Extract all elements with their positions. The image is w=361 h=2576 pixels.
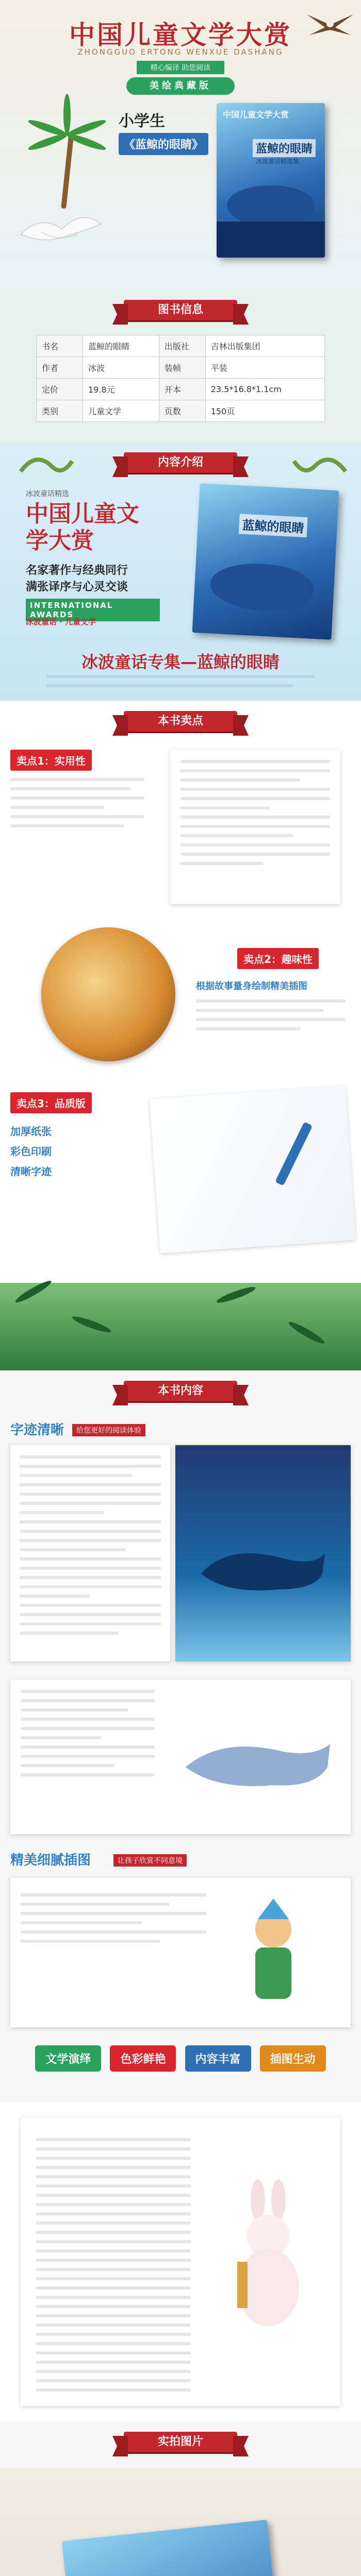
series-pinyin: ZHONGGUO ERTONG WENXUE DASHANG (77, 47, 284, 57)
point2-desc: 根据故事量身绘制精美插图 (196, 981, 307, 992)
book-info-section (0, 289, 361, 443)
slogan-2: 满张译序与心灵交谈 (26, 581, 128, 594)
feature-pill: 插图生动 (260, 2045, 326, 2072)
photos-section (0, 2421, 361, 2576)
point1-text (10, 778, 144, 834)
table-cell: 蓝鲸的眼睛 (83, 335, 159, 357)
intro-text-block (46, 675, 315, 693)
edition-badge (126, 77, 235, 95)
table-row (37, 335, 325, 357)
table-row (37, 357, 325, 379)
info-banner: 图书信息 (124, 300, 237, 320)
table-cell: 平装 (205, 357, 324, 379)
feature-pills (0, 2045, 361, 2072)
table-cell: 儿童文学 (83, 400, 159, 422)
series-title: 中国儿童文学大赏 (69, 20, 292, 50)
cover-author: 冰波童话精选集 (256, 158, 300, 165)
point3-lines (10, 1123, 139, 1178)
cover-title: 蓝鲸的眼睛 (253, 139, 316, 157)
subtitle-line: 精心编译 助您阅读 (137, 61, 224, 74)
photos-banner: 实拍图片 (124, 2432, 237, 2452)
point3-label: 卖点3：品质版 (10, 1092, 92, 1113)
dragon-icon (289, 446, 351, 482)
palm-tree-icon (36, 111, 98, 214)
book-title-tag: 《蓝鲸的眼睛》 (119, 133, 208, 155)
grade-label: 小学生 (119, 112, 165, 130)
book-cover (217, 103, 325, 258)
feature-pill: 文学演绎 (35, 2045, 101, 2072)
whale-icon (196, 1538, 330, 1600)
story-page (10, 1680, 351, 1834)
point3-line: 清晰字迹 (10, 1165, 52, 1178)
cover-title: 蓝鲸的眼睛 (239, 514, 308, 537)
content-banner: 本书内容 (124, 1381, 237, 1401)
illustration-circle (41, 927, 175, 1061)
table-cell: 类别 (37, 400, 83, 422)
slogan-1: 名家著作与经典同行 (26, 564, 128, 577)
table-row (37, 400, 325, 422)
illus-note: 让孩子欣赏不同意境 (113, 1854, 187, 1867)
point3-line: 加厚纸张 (10, 1125, 52, 1138)
badge-text: 美绘典藏版 (126, 77, 235, 95)
intro-book-cover (192, 483, 339, 640)
content-section (0, 1370, 361, 2102)
point3-line: 彩色印刷 (10, 1145, 52, 1158)
cover-series: 中国儿童文学大赏 (223, 110, 289, 120)
pen-icon (255, 1118, 332, 1195)
dragon-icon (15, 446, 77, 482)
jungle-strip (0, 1283, 361, 1370)
photo-book-cover (0, 2468, 361, 2576)
table-cell: 23.5*16.8*1.1cm (205, 379, 324, 400)
header-section (0, 0, 361, 289)
table-cell: 出版社 (159, 335, 205, 357)
rabbit-icon (217, 2179, 320, 2334)
toc-page (21, 2117, 340, 2406)
point2-label: 卖点2：趣味性 (237, 948, 319, 969)
table-cell: 冰波 (83, 357, 159, 379)
whale-icon (180, 1726, 335, 1798)
feature-pill: 内容丰富 (185, 2045, 251, 2072)
recommend-small: 冰波童话精选 (26, 490, 69, 498)
table-cell: 书名 (37, 335, 83, 357)
table-cell: 吉林出版集团 (205, 335, 324, 357)
toc-section (0, 2102, 361, 2421)
info-table (36, 335, 325, 422)
features-banner: 本书卖点 (124, 711, 237, 732)
award-strip: INTERNATIONAL AWARDS (26, 599, 160, 621)
table-cell: 作者 (37, 357, 83, 379)
intro-section (0, 443, 361, 701)
photo-book (62, 2520, 300, 2576)
series-big: 中国儿童文学大赏 (26, 501, 139, 554)
intro-banner: 内容介绍 (124, 452, 237, 473)
dove-icon (10, 204, 108, 250)
illustration-spread (10, 1878, 351, 2027)
table-cell: 定价 (37, 379, 83, 400)
intro-headline: 冰波童话专集—蓝鲸的眼睛 (81, 652, 280, 672)
table-row (37, 379, 325, 400)
text-page (10, 1445, 170, 1662)
table-cell: 页数 (159, 400, 205, 422)
gnome-icon (232, 1899, 315, 2012)
illustration-page (175, 1445, 351, 1662)
illus-label: 精美细腻插图 (10, 1853, 91, 1868)
table-cell: 150页 (205, 400, 324, 422)
point2-text (196, 999, 346, 1037)
point1-label: 卖点1：实用性 (10, 750, 92, 771)
table-cell: 开本 (159, 379, 205, 400)
features-section (0, 701, 361, 1370)
left-note: 给您更好的阅读体验 (72, 1424, 145, 1436)
table-cell: 装帧 (159, 357, 205, 379)
award-name: 冰波童话 · 儿童文学 (26, 617, 96, 626)
feature-pill: 色彩鲜艳 (110, 2045, 176, 2072)
sample-page (170, 750, 340, 904)
table-cell: 19.8元 (83, 379, 159, 400)
open-book-photo (150, 1086, 356, 1253)
left-label: 字迹清晰 (10, 1422, 64, 1438)
